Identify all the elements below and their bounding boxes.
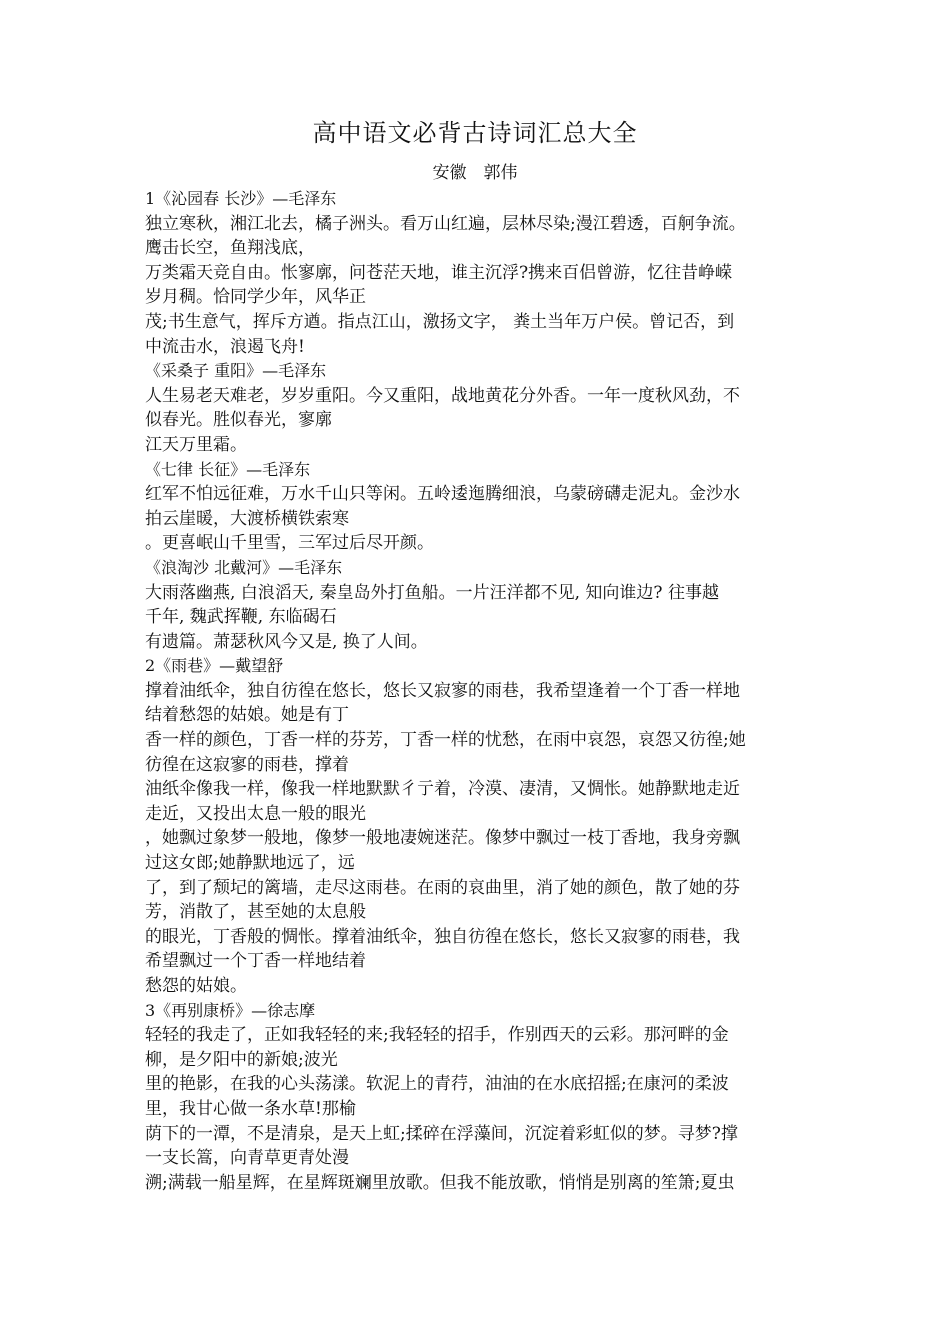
text-line: 油纸伞像我一样，像我一样地默默彳亍着，冷漠、凄清，又惆怅。她静默地走近 xyxy=(145,779,740,800)
text-line: 的眼光，丁香般的惆怅。撑着油纸伞，独自彷徨在悠长，悠长又寂寥的雨巷，我 xyxy=(145,926,740,947)
text-line: 拍云崖暖，大渡桥横铁索寒 xyxy=(145,508,349,529)
text-line: 轻轻的我走了，正如我轻轻的来;我轻轻的招手，作别西天的云彩。那河畔的金 xyxy=(145,1025,729,1046)
text-line: 独立寒秋，湘江北去，橘子洲头。看万山红遍，层林尽染;漫江碧透，百舸争流。 xyxy=(145,213,746,234)
text-line: 岁月稠。恰同学少年，风华正 xyxy=(145,287,366,308)
poem-heading: 2《雨巷》—戴望舒 xyxy=(145,656,284,676)
text-line: 中流击水，浪遏飞舟! xyxy=(145,336,305,357)
text-line: 走近，又投出太息一般的眼光 xyxy=(145,803,366,824)
text-line: 万类霜天竞自由。怅寥廓，问苍茫天地，谁主沉浮?携来百侣曾游，忆往昔峥嵘 xyxy=(145,262,733,283)
text-line: 愁怨的姑娘。 xyxy=(145,976,247,996)
document-author: 安徽 郭伟 xyxy=(432,163,518,183)
document-body xyxy=(145,187,807,1195)
text-line: 里，我甘心做一条水草!那榆 xyxy=(145,1098,356,1119)
poem-heading: 《浪淘沙 北戴河》—毛泽东 xyxy=(145,557,343,577)
text-line: 千年, 魏武挥鞭, 东临碣石 xyxy=(145,607,337,628)
text-line: 溯;满载一船星辉，在星辉斑斓里放歌。但我不能放歌，悄悄是别离的笙箫;夏虫 xyxy=(145,1172,735,1193)
text-line: 过这女郎;她静默地远了，远 xyxy=(145,853,355,874)
poem-heading: 3《再别康桥》—徐志摩 xyxy=(145,1000,316,1020)
document-title: 高中语文必背古诗词汇总大全 xyxy=(312,119,638,147)
text-line: 人生易老天难老，岁岁重阳。今又重阳，战地黄花分外香。一年一度秋风劲，不 xyxy=(145,385,740,406)
text-line: 里的艳影，在我的心头荡漾。软泥上的青荇，油油的在水底招摇;在康河的柔波 xyxy=(145,1074,729,1095)
text-line: ，她飘过象梦一般地，像梦一般地凄婉迷茫。像梦中飘过一枝丁香地，我身旁飘 xyxy=(145,828,740,849)
text-line: 结着愁怨的姑娘。她是有丁 xyxy=(145,705,349,726)
poem-heading: 《七律 长征》—毛泽东 xyxy=(145,459,311,479)
text-line: 荫下的一潭，不是清泉，是天上虹;揉碎在浮藻间，沉淀着彩虹似的梦。寻梦?撑 xyxy=(145,1123,738,1144)
poem-heading: 《采桑子 重阳》—毛泽东 xyxy=(145,361,327,381)
text-line: 红军不怕远征难，万水千山只等闲。五岭逶迤腾细浪，乌蒙磅礴走泥丸。金沙水 xyxy=(145,484,740,505)
text-line: 希望飘过一个丁香一样地结着 xyxy=(145,951,366,972)
text-line: 芳，消散了，甚至她的太息般 xyxy=(145,902,366,923)
text-line: 大雨落幽燕, 白浪滔天, 秦皇岛外打鱼船。一片汪洋都不见, 知向谁边? 往事越 xyxy=(145,582,719,603)
text-line: 有遗篇。萧瑟秋风今又是, 换了人间。 xyxy=(145,631,428,652)
poem-heading: 1《沁园春 长沙》—毛泽东 xyxy=(145,189,337,208)
text-line: 江天万里霜。 xyxy=(145,434,247,455)
text-line: 一支长篙，向青草更青处漫 xyxy=(145,1148,349,1169)
text-line: 了，到了颓圮的篱墙，走尽这雨巷。在雨的哀曲里，消了她的颜色，散了她的芬 xyxy=(145,877,740,898)
text-line: 似春光。胜似春光，寥廓 xyxy=(145,410,332,431)
text-line: 鹰击长空，鱼翔浅底， xyxy=(145,238,315,259)
text-line: 。更喜岷山千里雪，三军过后尽开颜。 xyxy=(145,533,434,554)
text-line: 香一样的颜色，丁香一样的芬芳，丁香一样的忧愁，在雨中哀怨，哀怨又彷徨;她 xyxy=(145,730,746,751)
text-line: 撑着油纸伞，独自彷徨在悠长，悠长又寂寥的雨巷，我希望逢着一个丁香一样地 xyxy=(145,680,740,701)
text-line: 茂;书生意气，挥斥方遒。指点江山，激扬文字， 粪土当年万户侯。曾记否，到 xyxy=(145,311,735,332)
text-line: 柳，是夕阳中的新娘;波光 xyxy=(145,1049,338,1070)
text-line: 彷徨在这寂寥的雨巷，撑着 xyxy=(145,754,349,775)
